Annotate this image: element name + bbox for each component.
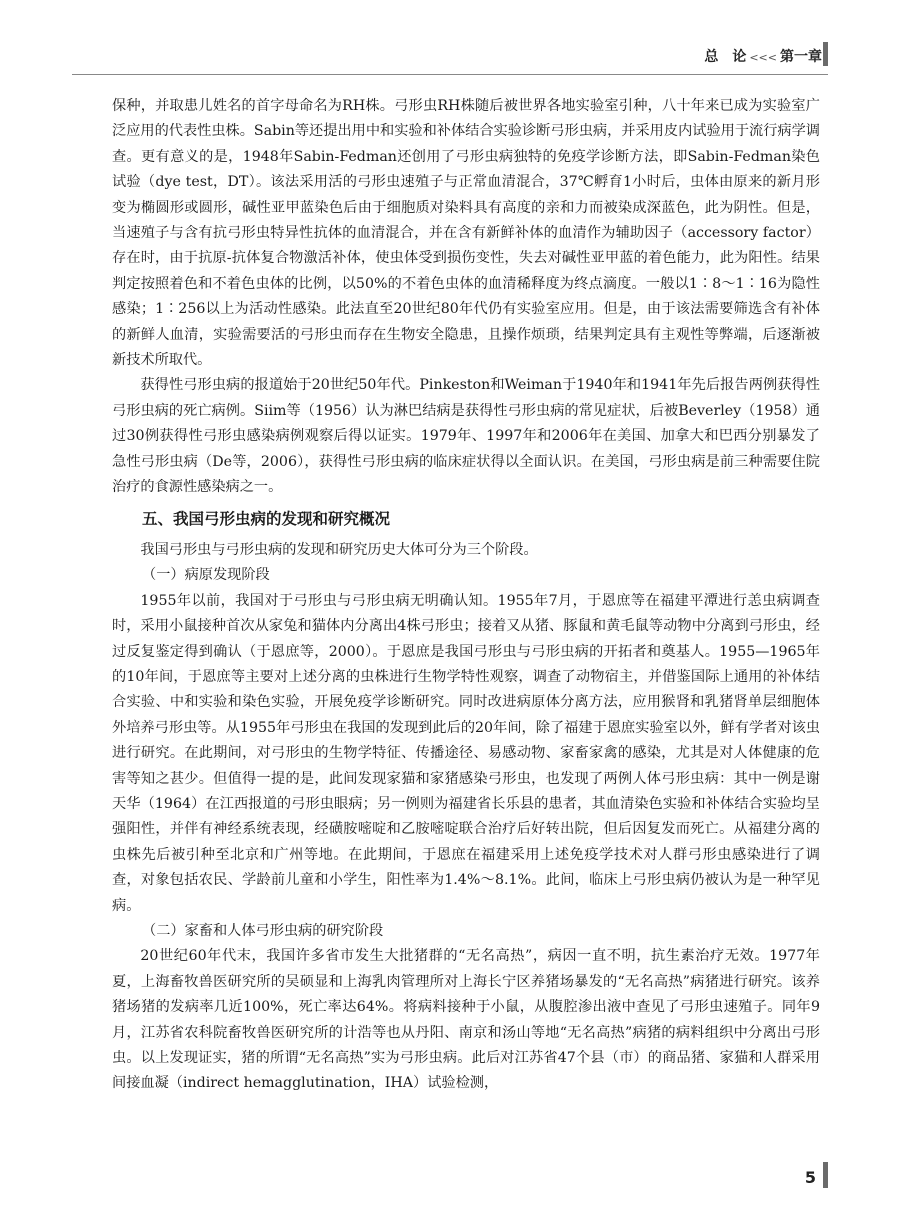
- section-title: 五、我国弓形虫病的发现和研究概况: [142, 509, 391, 528]
- subsection-1-title: （一）病原发现阶段: [142, 567, 270, 584]
- header-section: 总 论: [704, 49, 747, 65]
- header-separator: <<<: [749, 51, 777, 64]
- running-header: [704, 46, 822, 66]
- paragraph-rh-strain: 保种，并取患儿姓名的首字母命名为RH株。弓形虫RH株随后被世界各地实验室引种，八十年来已成为实验室广泛应用的代表性虫株。Sabin等还提出用中和实验和补体结合实验诊断弓形虫病，并采用皮内试验用于流行病学调查。更有意义的是，1948年Sabin-Fedman还创用了弓形虫病独特的免疫学诊断方法，即Sabin-Fedman染色试验（dye test，DT）。该法采用活的弓形虫速殖子与正常血清混合，37℃孵育1小时后，虫体由原来的新月形变为椭圆形或圆形，碱性亚甲蓝染色后由于细胞质对染料具有高度的亲和力而被染成深蓝色，此为阴性。但是，当速殖子与含有抗弓形虫特异性抗体的血清混合，并在含有新鲜补体的血清作为辅助因子（accessory factor）存在时，由于抗原-抗体复合物激活补体，使虫体受到损伤变性，失去对碱性亚甲蓝的着色能力，此为阳性。结果判定按照着色和不着色虫体的比例，以50%的不着色虫体的血清稀释度为终点滴度。一般以1∶8～1∶16为隐性感染；1∶256以上为活动性感染。此法直至20世纪80年代仍有实验室应用。但是，由于该法需要筛选含有补体的新鲜人血清，实验需要活的弓形虫而存在生物安全隐患，且操作烦琐，结果判定具有主观性等弊端，后逐渐被新技术所取代。: [112, 98, 820, 369]
- subsection-1-text: 1955年以前，我国对于弓形虫与弓形虫病无明确认知。1955年7月，于恩庶等在福建平潭进行恙虫病调查时，采用小鼠接种首次从家兔和猫体内分离出4株弓形虫；接着又从猪、豚鼠和黄毛鼠等动物中分离到弓形虫，经过反复鉴定得到确认（于恩庶等，2000）。于恩庶是我国弓形虫与弓形虫病的开拓者和奠基人。1955—1965年的10年间，于恩庶等主要对上述分离的虫株进行生物学特性观察，调查了动物宿主，并借鉴国际上通用的补体结合实验、中和实验和染色实验，开展免疫学诊断研究。同时改进病原体分离方法，应用猴肾和乳猪肾单层细胞体外培养弓形虫等。从1955年弓形虫在我国的发现到此后的20年间，除了福建于恩庶实验室以外，鲜有学者对该虫进行研究。在此期间，对弓形虫的生物学特征、传播途径、易感动物、家畜家禽的感染，尤其是对人体健康的危害等知之甚少。但值得一提的是，此间发现家猫和家猪感染弓形虫，也发现了两例人体弓形虫病：其中一例是谢天华（1964）在江西报道的弓形虫眼病；另一例则为福建省长乐县的患者，其血清染色实验和补体结合实验均呈强阳性，并伴有神经系统表现，经磺胺嘧啶和乙胺嘧啶联合治疗后好转出院，但后因复发而死亡。从福建分离的虫株先后被引种至北京和广州等地。在此期间，于恩庶在福建采用上述免疫学技术对人群弓形虫感染进行了调查，对象包括农民、学龄前儿童和小学生，阳性率为1.4%～8.1%。此间，临床上弓形虫病仍被认为是一种罕见病。: [112, 592, 820, 914]
- header-bar: [823, 42, 828, 66]
- header-chapter: 第一章: [780, 49, 822, 65]
- page-body: [112, 94, 820, 1097]
- section-intro: 我国弓形虫与弓形虫病的发现和研究历史大体可分为三个阶段。: [140, 541, 538, 558]
- subsection-2-text: 20世纪60年代末，我国许多省市发生大批猪群的“无名高热”，病因一直不明，抗生素治疗无效。1977年夏，上海畜牧兽医研究所的吴硕显和上海乳肉管理所对上海长宁区养猪场暴发的“无名高热”病猪进行研究。该养猪场猪的发病率几近100%，死亡率达64%。将病料接种于小鼠，从腹腔渗出液中查见了弓形虫速殖子。同年9月，江苏省农科院畜牧兽医研究所的计浩等也从丹阳、南京和汤山等地“无名高热”病猪的病料组织中分离出弓形虫。以上发现证实，猪的所谓“无名高热”实为弓形虫病。此后对江苏省47个县（市）的商品猪、家猫和人群采用间接血凝（indirect hemagglutination，IHA）试验检测，: [112, 948, 820, 1092]
- paragraph-acquired: 获得性弓形虫病的报道始于20世纪50年代。Pinkeston和Weiman于1940年和1941年先后报告两例获得性弓形虫病的死亡病例。Siim等（1956）认为淋巴结病是获得性弓形虫病的常见症状，后被Beverley（1958）通过30例获得性弓形虫感染病例观察后得以证实。1979年、1997年和2006年在美国、加拿大和巴西分别暴发了急性弓形虫病（De等，2006），获得性弓形虫病的临床症状得以全面认识。在美国，弓形虫病是前三种需要住院治疗的食源性感染病之一。: [112, 377, 820, 496]
- header-rule: [72, 74, 828, 75]
- page-number-bar: [823, 1162, 828, 1188]
- subsection-2-title: （二）家畜和人体弓形虫病的研究阶段: [142, 923, 384, 939]
- page-number: 5: [804, 1168, 816, 1187]
